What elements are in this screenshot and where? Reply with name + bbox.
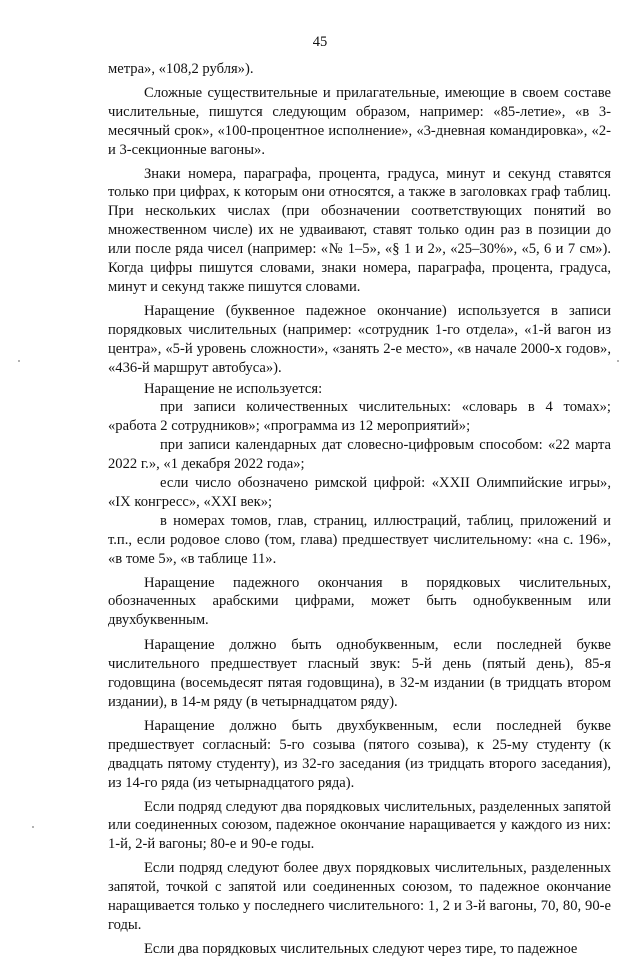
scan-speck: [617, 360, 619, 362]
document-body: [108, 60, 611, 959]
list-item-cardinal: при записи количественных числительных: «словарь в 4 томах»; «работа 2 сотрудников»; «программа из 12 мероприятий»;: [108, 399, 611, 435]
list-item-roman: если число обозначено римской цифрой: «XXII Олимпийские игры», «IX конгресс», «XXI век»;: [108, 475, 611, 510]
list-item-dates: при записи календарных дат словесно-цифровым способом: «22 марта 2022 г.», «1 декабря 2022 года»;: [108, 437, 611, 473]
page-number: 45: [312, 34, 328, 50]
paragraph-continuation: метра», «108,2 рубля»).: [108, 61, 254, 77]
paragraph-increment-not-used: Наращение не используется:: [144, 380, 323, 397]
scan-speck: [32, 826, 34, 828]
paragraph-two-ordinals: Если подряд следуют два порядковых числительных, разделенных запятой или соединенных союзом, падежное окончание наращивается у каждого из них: 1-й, 2-й вагоны; 80-е и 90-е годы.: [108, 798, 611, 853]
paragraph-signs-rule: Знаки номера, параграфа, процента, градуса, минут и секунд ставятся только при цифрах, к которым они относятся, а также в заголовках граф таблиц. При нескольких числах (при обозначении соответствующих понятий во множественном числе) их не удваивают, ставят только один раз в позиции до или после ряда чисел (например: «№ 1–5», «§ 1 и 2», «25–30%», «5, 6 и 7 см»). Когда цифры пишутся словами, знаки номера, параграфа, процента, градуса, минут и секунд также пишутся словами.: [108, 165, 611, 295]
paragraph-increment-length: Наращение падежного окончания в порядковых числительных, обозначенных арабскими цифрами, может быть однобуквенным или двухбуквенным.: [108, 574, 611, 629]
paragraph-more-ordinals: Если подряд следуют более двух порядковых числительных, разделенных запятой, точкой с запятой или соединенных союзом, то падежное окончание наращивается только у последнего числительного: 1, 2 и 3-й вагоны, 70, 80, 90-е годы.: [108, 860, 611, 933]
paragraph-compound-words: Сложные существительные и прилагательные, имеющие в своем составе числительные, пишутся следующим образом, например: «85-летие», «в 3-месячный срок», «100-процентное исполнение», «3-дневная командировка», «2- и 3-секционные вагоны».: [108, 84, 611, 158]
list-item-volumes: в номерах томов, глав, страниц, иллюстраций, таблиц, приложений и т.п., если родовое слово (том, глава) предшествует числительному: «на с. 196», «в томе 5», «в таблице 11».: [108, 512, 611, 567]
paragraph-single-letter: Наращение должно быть однобуквенным, если последней букве числительного предшествует гласный звук: 5-й день (пятый день), 85-я годовщина (восемьдесят пятая годовщина), в 32-м издании (в тридцать втором издании), в 14-м ряду (в четырнадцатом ряду).: [108, 637, 611, 710]
paragraph-double-letter: Наращение должно быть двухбуквенным, если последней букве предшествует согласный: 5-го созыва (пятого созыва), к 25-му студенту (к двадцать пятому студенту), из 32-го заседания (из тридцать второго заседания), из 14-го ряда (из четырнадцатого ряда).: [108, 717, 611, 791]
paragraph-increment-definition: Наращение (буквенное падежное окончание) используется в записи порядковых числительных (например: «сотрудник 1-го отдела», «1-й вагон из центра», «5-й уровень сложности», «занять 2-е место», «в начале 2000-х годов», «436-й маршрут автобуса»).: [108, 302, 611, 376]
paragraph-dash-ordinals: Если два порядковых числительных следуют через тире, то падежное: [144, 940, 578, 957]
scan-speck: [18, 360, 20, 362]
